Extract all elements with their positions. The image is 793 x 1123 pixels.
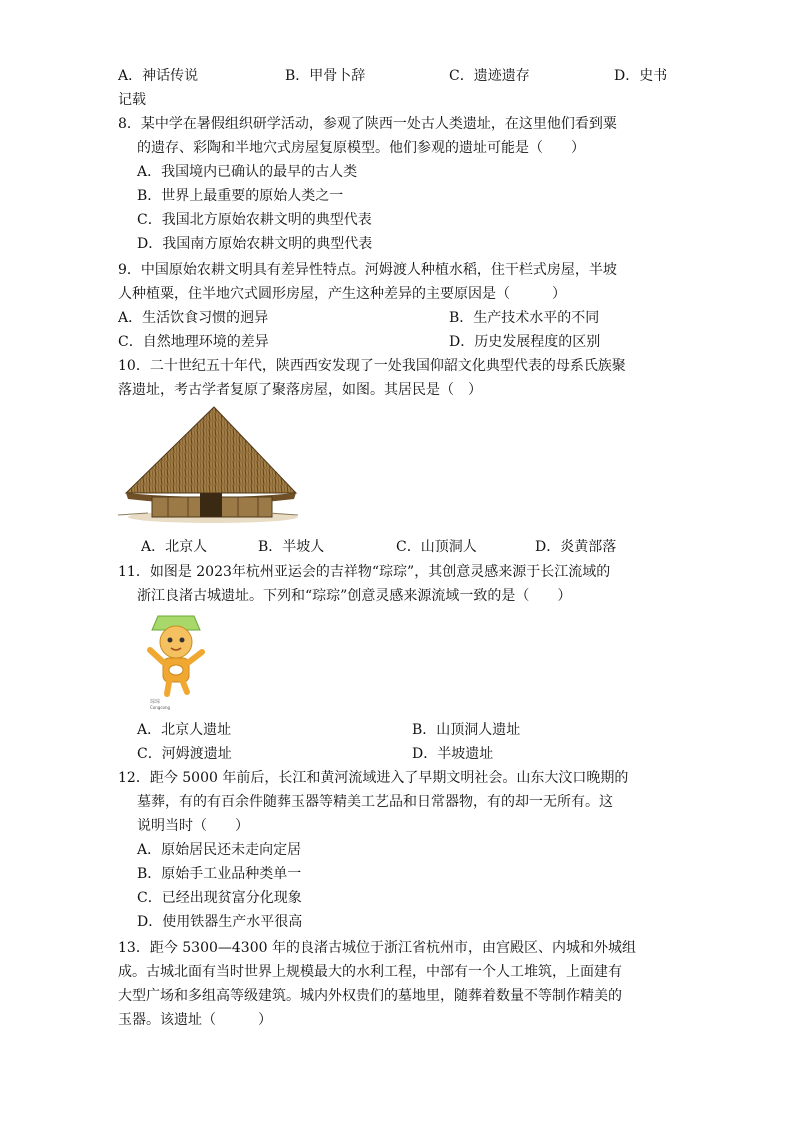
q8-option-b: B．世界上最重要的原始人类之一: [137, 188, 344, 204]
q12-stem-line2: 墓葬，有的有百余件随葬玉器等精美工艺品和日常器物，有的却一无所有。这: [137, 794, 613, 810]
q9-stem-line1: 9．中国原始农耕文明具有差异性特点。河姆渡人种植水稻，住干栏式房屋，半坡: [118, 262, 617, 278]
q9-option-c: C．自然地理环境的差异: [118, 334, 269, 350]
q10-option-d: D．炎黄部落: [535, 539, 617, 555]
q10-option-a: A．北京人: [141, 539, 208, 555]
q10-stem-line1: 10．二十世纪五十年代，陕西西安发现了一处我国仰韶文化典型代表的母系氏族聚: [118, 358, 626, 374]
q11-option-d: D．半坡遗址: [412, 746, 494, 762]
q11-stem-line1: 11．如图是 2023年杭州亚运会的吉祥物“琮琮”，其创意灵感来源于长江流域的: [118, 564, 611, 580]
q8-option-c: C．我国北方原始农耕文明的典型代表: [137, 212, 372, 228]
q11-option-a: A．北京人遗址: [137, 722, 232, 738]
q12-stem-line1: 12．距今 5000 年前后，长江和黄河流域进入了早期文明社会。山东大汶口晚期的: [118, 770, 629, 786]
q11-option-b: B．山顶洞人遗址: [412, 722, 521, 738]
q13-stem-line3: 大型广场和多组高等级建筑。城内外权贵们的墓地里，随葬着数量不等制作精美的: [118, 988, 622, 1004]
q8-option-d: D．我国南方原始农耕文明的典型代表: [137, 236, 373, 252]
mascot-caption-en: Congcong: [150, 705, 171, 710]
q8-stem-line1: 8．某中学在暑假组织研学活动，参观了陕西一处古人类遗址，在这里他们看到粟: [118, 116, 617, 132]
q12-stem-line3: 说明当时（ ）: [137, 818, 249, 834]
q10-option-c: C．山顶洞人: [396, 539, 477, 555]
q8-stem-line2: 的遗存、彩陶和半地穴式房屋复原模型。他们参观的遗址可能是（ ）: [137, 140, 585, 156]
q13-stem-line4: 玉器。该遗址（ ）: [118, 1012, 272, 1028]
q7-option-c: C．遗迹遗存: [449, 68, 530, 84]
q13-stem-line1: 13．距今 5300—4300 年的良渚古城位于浙江省杭州市，由宫殿区、内城和外城组: [118, 940, 636, 956]
q7-option-b: B．甲骨卜辞: [285, 68, 366, 84]
q9-option-b: B．生产技术水平的不同: [449, 310, 600, 326]
q11-option-c: C．河姆渡遗址: [137, 746, 232, 762]
q7-option-d: D．史书: [614, 68, 668, 84]
q7-option-d-wrap: 记载: [118, 92, 146, 108]
q10-option-b: B．半坡人: [258, 539, 325, 555]
q10-stem-line2: 落遗址，考古学者复原了聚落房屋，如图。其居民是（ ）: [118, 382, 482, 398]
q8-option-a: A．我国境内已确认的最早的古人类: [137, 164, 358, 180]
q12-option-d: D．使用铁器生产水平很高: [137, 914, 303, 930]
q12-option-a: A．原始居民还未走向定居: [137, 842, 302, 858]
q12-option-b: B．原始手工业品种类单一: [137, 866, 302, 882]
q9-stem-line2: 人种植粟，住半地穴式圆形房屋，产生这种差异的主要原因是（ ）: [118, 286, 566, 302]
q12-option-c: C．已经出现贫富分化现象: [137, 890, 302, 906]
congcong-mascot-illustration: [138, 612, 214, 710]
q11-stem-line2: 浙江良渚古城遗址。下列和“琮琮”创意灵感来源流域一致的是（ ）: [137, 588, 572, 604]
q9-option-a: A．生活饮食习惯的迥异: [118, 310, 269, 326]
banpo-hut-illustration: [118, 405, 298, 527]
q13-stem-line2: 成。古城北面有当时世界上规模最大的水利工程，中部有一个人工堆筑，上面建有: [118, 964, 622, 980]
mascot-caption-cn: 琮琮: [150, 699, 161, 705]
q7-option-a: A．神话传说: [118, 68, 199, 84]
q9-option-d: D．历史发展程度的区别: [449, 334, 601, 350]
